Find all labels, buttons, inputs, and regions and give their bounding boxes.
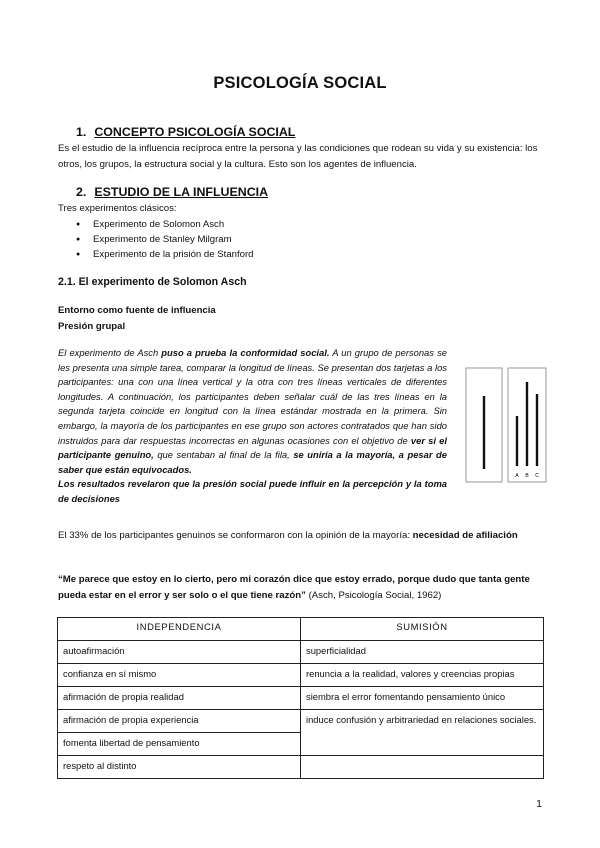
exp-text-1: El experimento de Asch [58,347,162,358]
table-cell: superficialidad [301,641,544,664]
exp-text-4: ver si el participante genuino, [58,434,447,461]
statistic-paragraph [58,528,544,544]
asch-lines-figure [464,366,548,486]
section-2-heading [76,185,268,199]
table-cell: renuncia a la realidad, valores y creencias propias [301,664,544,687]
experiment-description [58,346,447,507]
table-cell: induce confusión y arbitrariedad en relaciones sociales. [301,710,544,756]
subheading-environment: Entorno como fuente de influencia [58,305,216,316]
header-submission: SUMISIÓN [301,618,544,641]
section-1-text: Es el estudio de la influencia recíproca entre la persona y las condiciones que rodean su vida y su existencia: los otros, los grupos, la estructura social y la cultura. Esto son los agentes de influencia. [58,143,538,170]
label-b: B [525,473,529,479]
list-item: ● Experimento de Stanley Milgram [76,232,254,247]
section-1-heading [76,125,295,139]
label-c: C [535,473,539,479]
exp-text-2: puso a prueba la conformidad social. [161,347,330,358]
table-row [58,664,544,687]
table-cell: afirmación de propia experiencia [58,710,301,733]
experiments-list [76,217,254,262]
table-cell: siembra el error fomentando pensamiento único [301,687,544,710]
section-1-title: CONCEPTO PSICOLOGÍA SOCIAL [94,125,296,139]
table-header-row [58,618,544,641]
section-2-number: 2. [76,185,87,199]
exp-conclusion: Los resultados revelaron que la presión social puede influir en la percepción y la toma de decisiones [58,478,447,504]
quote-citation: (Asch, Psicología Social, 1962) [305,590,442,601]
exp-text-5: que sentaban al final de la fila, [153,449,294,461]
section-2-intro: Tres experimentos clásicos: [58,203,177,214]
section-2-1-heading: 2.1. El experimento de Solomon Asch [58,276,247,288]
table-row [58,710,544,733]
statistic-text: El 33% de los participantes genuinos se conformaron con la opinión de la mayoría: [58,530,413,541]
header-independence: INDEPENDENCIA [58,618,301,641]
subheading-group-pressure: Presión grupal [58,321,126,332]
table-row [58,641,544,664]
exp-text-6: se uniría a la mayoría, a pesar de saber que están equivocados. [58,449,447,475]
table-cell: respeto al distinto [58,756,301,779]
table-cell: confianza en sí mismo [58,664,301,687]
exp-text-3: A un grupo de personas se les presenta una simple tarea, comparar la longitud de líneas. Se presentan dos tarjetas a los participantes: una con una línea vertical y la otra con tres líneas verticales de diferentes longitudes. A continuación, los participantes deben señalar cuál de las tres líneas en la segunda tarjeta coincide en longitud con la línea estándar mostrada en la primera. Sin embargo, la mayoría de los participantes en ese grupo son actores contratados que han sido instruidos para dar respuestas incorrectas en algunas ocasiones con el objetivo de [58,347,447,446]
table-cell: autoafirmación [58,641,301,664]
quote-text: “Me parece que estoy en lo cierto, pero mi corazón dice que estoy errado, porque dudo que tanta gente pueda estar en el error y ser solo o el que tiene razón” [58,574,530,601]
table-cell [301,756,544,779]
list-item: ● Experimento de la prisión de Stanford [76,247,254,262]
table-row [58,687,544,710]
section-1-number: 1. [76,125,87,139]
section-2-title: ESTUDIO DE LA INFLUENCIA [94,185,269,199]
comparison-table [57,617,544,779]
statistic-highlight: necesidad de afiliación [412,530,518,541]
label-a: A [515,473,519,479]
asch-quote [58,572,544,604]
page-title: PSICOLOGÍA SOCIAL [213,74,387,92]
table-row [58,756,544,779]
table-cell: afirmación de propia realidad [58,687,301,710]
list-item: ● Experimento de Solomon Asch [76,217,254,232]
table-cell: fomenta libertad de pensamiento [58,733,301,756]
page-number: 1 [536,798,542,810]
